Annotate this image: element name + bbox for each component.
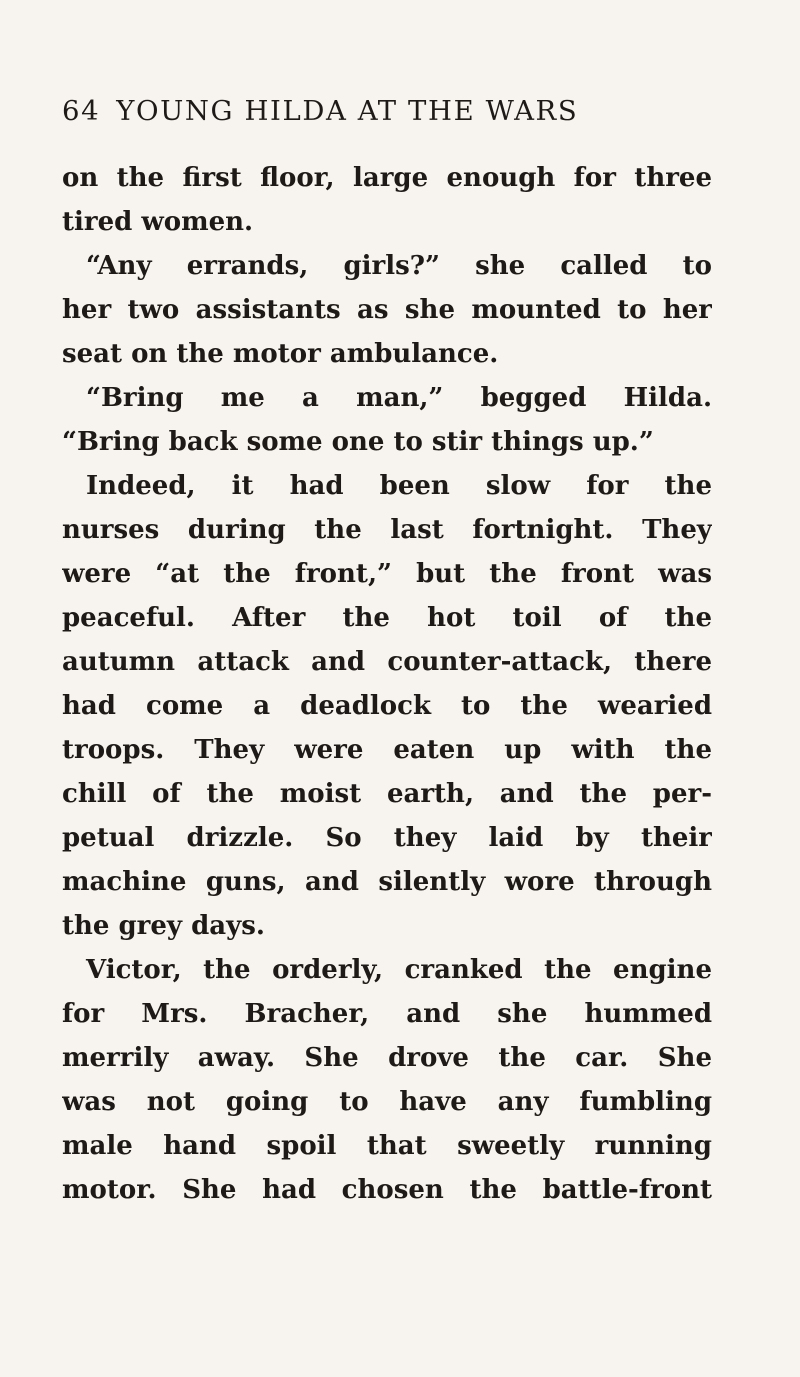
text-line: nurses during the last fortnight. They: [62, 515, 712, 545]
text-line: male hand spoil that sweetly running: [62, 1131, 712, 1161]
text-line: autumn attack and counter-attack, there: [62, 647, 712, 677]
text-line: merrily away. She drove the car. She: [62, 1043, 712, 1073]
text-line: petual drizzle. So they laid by their: [62, 823, 712, 853]
text-line: “Any errands, girls?” she called to: [86, 251, 712, 281]
text-line: machine guns, and silently wore through: [62, 867, 712, 897]
text-line: “Bring back some one to stir things up.”: [62, 427, 654, 457]
text-line: motor. She had chosen the battle-front: [62, 1175, 712, 1205]
text-line: Victor, the orderly, cranked the engine: [86, 955, 712, 985]
text-line: on the first floor, large enough for three: [62, 163, 712, 193]
body-text: [62, 156, 712, 1212]
text-line: troops. They were eaten up with the: [62, 735, 712, 765]
running-head: [62, 91, 712, 131]
text-line: had come a deadlock to the wearied: [62, 691, 712, 721]
text-line: were “at the front,” but the front was: [62, 559, 712, 589]
text-line: was not going to have any fumbling: [62, 1087, 712, 1117]
text-line: tired women.: [62, 207, 254, 237]
text-line: seat on the motor ambulance.: [62, 339, 499, 369]
text-line: chill of the moist earth, and the per-: [62, 779, 712, 809]
text-line: “Bring me a man,” begged Hilda.: [86, 383, 712, 413]
running-title: YOUNG HILDA AT THE WARS: [116, 95, 579, 127]
text-line: peaceful. After the hot toil of the: [62, 603, 712, 633]
text-line: the grey days.: [62, 911, 265, 941]
text-line: for Mrs. Bracher, and she hummed: [62, 999, 712, 1029]
text-line: her two assistants as she mounted to her: [62, 295, 712, 325]
text-line: Indeed, it had been slow for the: [86, 471, 712, 501]
page-number: 64: [62, 95, 101, 127]
